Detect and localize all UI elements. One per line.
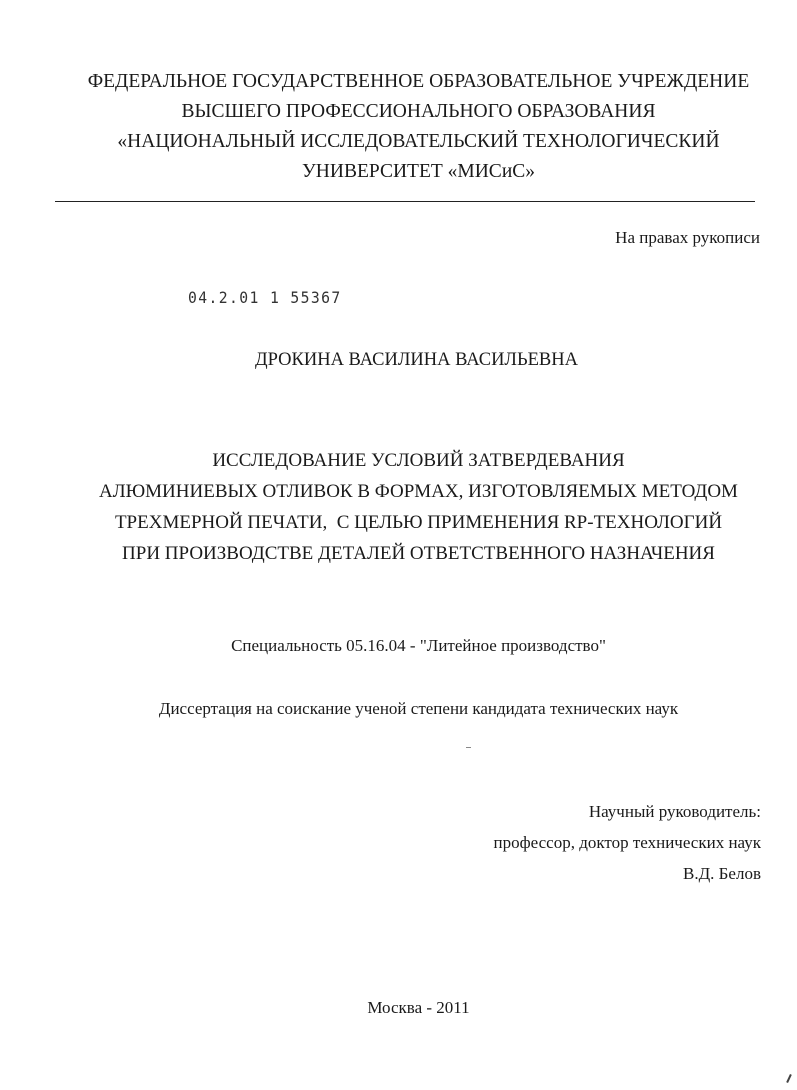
title-line: ПРИ ПРОИЗВОДСТВЕ ДЕТАЛЕЙ ОТВЕТСТВЕННОГО НАЗНАЧЕНИЯ — [122, 543, 715, 564]
institution-line: ФЕДЕРАЛЬНОЕ ГОСУДАРСТВЕННОЕ ОБРАЗОВАТЕЛЬНОЕ УЧРЕЖДЕНИЕ — [87, 71, 750, 92]
supervisor-name: В.Д. Белов — [682, 864, 761, 883]
degree-note: Диссертация на соискание ученой степени кандидата технических наук — [158, 699, 679, 718]
scan-speck — [466, 747, 471, 748]
title-line: ТРЕХМЕРНОЙ ПЕЧАТИ, С ЦЕЛЬЮ ПРИМЕНЕНИЯ RP-ТЕХНОЛОГИЙ — [114, 512, 723, 533]
registration-stamp-number: 04.2.01 1 55367 — [188, 288, 342, 307]
author-name: ДРОКИНА ВАСИЛИНА ВАСИЛЬЕВНА — [255, 350, 578, 370]
title-line: АЛЮМИНИЕВЫХ ОТЛИВОК В ФОРМАХ, ИЗГОТОВЛЯЕМЫХ МЕТОДОМ — [99, 481, 738, 502]
specialty-line: Специальность 05.16.04 - "Литейное производство" — [231, 636, 606, 655]
institution-line: «НАЦИОНАЛЬНЫЙ ИССЛЕДОВАТЕЛЬСКИЙ ТЕХНОЛОГИЧЕСКИЙ — [117, 131, 720, 152]
institution-header — [40, 67, 797, 187]
title-line: ИССЛЕДОВАНИЕ УСЛОВИЙ ЗАТВЕРДЕВАНИЯ — [212, 450, 625, 471]
supervisor-degree: профессор, доктор технических наук — [493, 833, 761, 852]
institution-line: ВЫСШЕГО ПРОФЕССИОНАЛЬНОГО ОБРАЗОВАНИЯ — [181, 101, 656, 122]
dissertation-title — [40, 445, 797, 569]
city-year: Москва - 2011 — [367, 998, 470, 1017]
institution-line: УНИВЕРСИТЕТ «МИСиС» — [301, 161, 536, 182]
manuscript-rights-note: На правах рукописи — [615, 228, 760, 247]
supervisor-block — [494, 796, 761, 889]
scan-corner-mark — [786, 1074, 792, 1083]
supervisor-label: Научный руководитель: — [588, 802, 761, 821]
header-divider — [55, 201, 755, 202]
